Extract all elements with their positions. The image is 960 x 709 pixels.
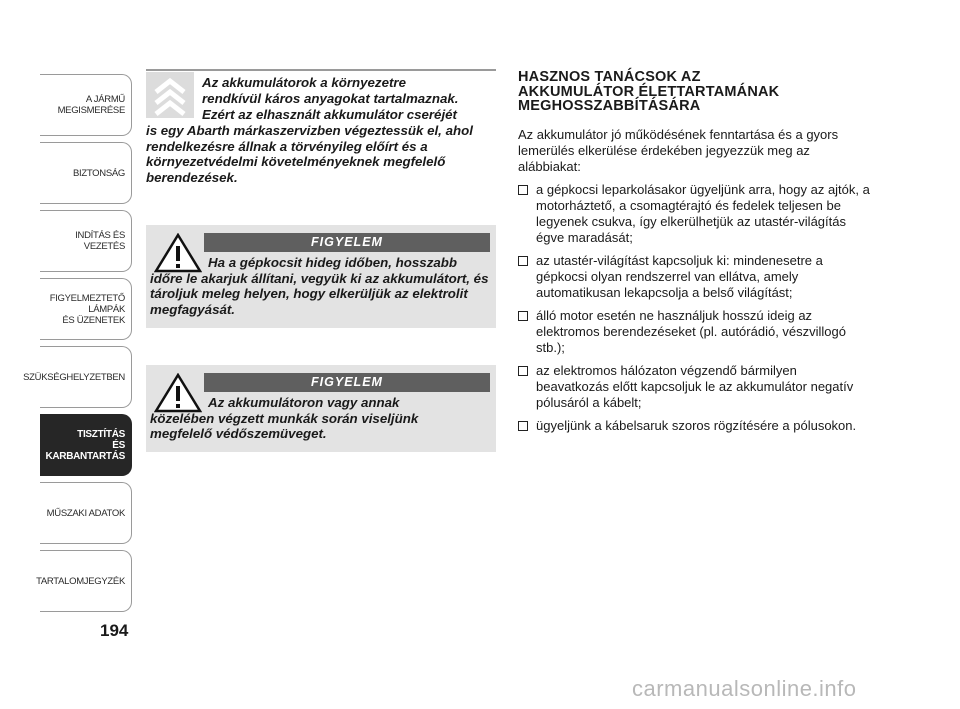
warning-title: FIGYELEM	[204, 233, 490, 252]
heading-line: AKKUMULÁTOR ÉLETTARTAMÁNAK	[518, 83, 780, 100]
heading-line: HASZNOS TANÁCSOK AZ	[518, 69, 701, 85]
tab-tartalomjegyzek[interactable]	[36, 550, 132, 612]
tab-inditas-es-vezetes[interactable]	[40, 210, 132, 272]
eco-note-line-2: rendkívül káros anyagokat tartalmaznak.	[202, 91, 459, 106]
tab-szukseghelyzetben[interactable]	[23, 346, 132, 408]
tab-tisztitas-es-karbantartas[interactable]	[40, 414, 132, 476]
warning-box-cold-weather	[146, 225, 496, 328]
warning-text: Az akkumulátoron vagy annak közelében végzett munkák során viseljünk megfelelő védőszemüveget.	[150, 395, 419, 442]
checkbox-bullet-icon	[518, 311, 528, 321]
checkbox-bullet-icon	[518, 421, 528, 431]
tab-figyelmezteto-lampak[interactable]	[40, 278, 132, 340]
list-item	[518, 182, 873, 246]
list-item-text: az utastér-világítást kapcsoljuk ki: mindenesetre a gépkocsi olyan rendszerrel van ellátva, amely automatikusan lekapcsolja a belső világítást;	[536, 253, 823, 300]
warning-text: Ha a gépkocsit hideg időben, hosszabb időre le akarjuk állítani, vegyük ki az akkumulátort, és tároljuk meleg helyen, hogy elkerüljük az elektrolit megfagyását.	[150, 255, 489, 317]
tab-muszaki-adatok[interactable]	[40, 482, 132, 544]
tab-label: MŰSZAKI ADATOK	[46, 507, 125, 519]
tab-label: FIGYELMEZTETŐ LÁMPÁK ÉS ÜZENETEK	[49, 292, 125, 326]
eco-note-body: is egy Abarth márkaszervizben végeztessük el, ahol rendelkezésre állnak a törvényileg előírt és a környezetvédelmi követelményeknek megfelelő berendezések.	[146, 123, 473, 185]
intro-paragraph: Az akkumulátor jó működésének fenntartása és a gyors lemerülés elkerülése érdekében jegyezzük meg az alábbiakat:	[518, 127, 839, 174]
tab-label: BIZTONSÁG	[72, 167, 125, 179]
tips-list	[518, 182, 873, 441]
list-item	[518, 363, 873, 411]
list-item-text: álló motor esetén ne használjuk hosszú ideig az elektromos berendezéseket (pl. autórádió, vészvillogó stb.);	[536, 308, 847, 355]
list-item-text: ügyeljünk a kábelsaruk szoros rögzítésére a pólusokon.	[536, 418, 857, 433]
section-divider	[146, 69, 496, 71]
page-number: 194	[100, 621, 129, 640]
list-item-text: a gépkocsi leparkolásakor ügyeljünk arra, hogy az ajtók, a motorháztető, a csomagtérajtó és fedelek teljesen be legyenek csukva, így elkerülhetjük az utastér-világítás égve maradását;	[536, 182, 870, 245]
checkbox-bullet-icon	[518, 256, 528, 266]
tab-label: A JÁRMŰ MEGISMERÉSE	[57, 94, 125, 116]
tab-label: TISZTÍTÁS ÉS KARBANTARTÁS	[45, 428, 125, 462]
tab-biztonsag[interactable]	[40, 142, 132, 204]
section-heading	[518, 70, 848, 114]
list-item	[518, 253, 873, 301]
warning-box-safety-glasses	[146, 365, 496, 452]
tab-label: TARTALOMJEGYZÉK	[36, 575, 125, 587]
heading-line: MEGHOSSZABBÍTÁSÁRA	[518, 98, 701, 114]
warning-title: FIGYELEM	[204, 373, 490, 392]
tab-jarmu-megismerese[interactable]	[40, 74, 132, 136]
tab-label: SZÜKSÉGHELYZETBEN	[23, 371, 125, 383]
list-item	[518, 308, 873, 356]
list-item	[518, 418, 873, 434]
eco-chevron-icon	[146, 72, 194, 118]
list-item-text: az elektromos hálózaton végzendő bármilyen beavatkozás előtt kapcsoljuk le az akkumulátor negatív pólusáról a kábelt;	[536, 363, 854, 410]
eco-note-line-1: Az akkumulátorok a környezetre	[202, 75, 406, 90]
checkbox-bullet-icon	[518, 366, 528, 376]
eco-note-line-3: Ezért az elhasznált akkumulátor cseréjét	[202, 107, 457, 122]
watermark: carmanualsonline.info	[632, 676, 857, 701]
checkbox-bullet-icon	[518, 185, 528, 195]
tab-label: INDÍTÁS ÉS VEZETÉS	[75, 230, 125, 252]
